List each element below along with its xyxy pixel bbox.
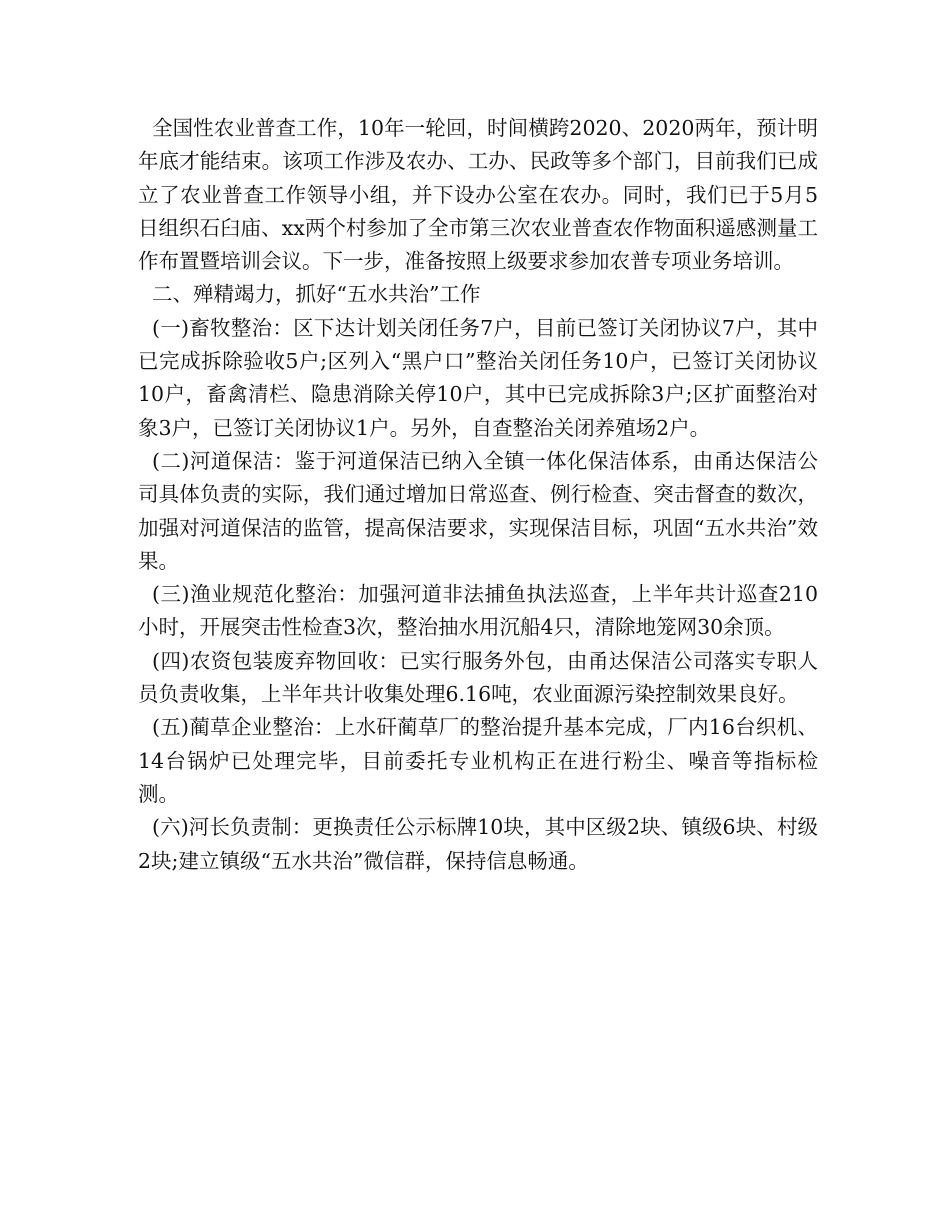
paragraph-river-chief: (六)河长负责制：更换责任公示标牌10块，其中区级2块、镇级6块、村级2块;建立镇级“五水共治”微信群，保持信息畅通。 <box>138 815 818 873</box>
paragraph-river-cleaning: (二)河道保洁：鉴于河道保洁已纳入全镇一体化保洁体系，由甬达保洁公司具体负责的实际，我们通过增加日常巡查、例行检查、突击督查的数次，加强对河道保洁的监管，提高保洁要求，实现保洁目标，巩固“五水共治”效果。 <box>138 448 818 573</box>
paragraph-packaging-waste: (四)农资包装废弃物回收：已实行服务外包，由甬达保洁公司落实专职人员负责收集，上半年共计收集处理6.16吨，农业面源污染控制效果良好。 <box>138 648 818 707</box>
paragraph-livestock: (一)畜牧整治：区下达计划关闭任务7户，目前已签订关闭协议7户，其中已完成拆除验收5户;区列入“黑户口”整治关闭任务10户，已签订关闭协议10户，畜禽清栏、隐患消除关停10户，其中已完成拆除3户;区扩面整治对象3户，已签订关闭协议1户。另外，自查整治关闭养殖场2户。 <box>138 315 818 440</box>
document-body <box>138 112 818 878</box>
paragraph-fishery: (三)渔业规范化整治：加强河道非法捕鱼执法巡查，上半年共计巡查210小时，开展突击性检查3次，整治抽水用沉船4只，清除地笼网30余顶。 <box>138 582 818 640</box>
section-heading-five-water: 二、殚精竭力，抓好“五水共治”工作 <box>152 282 481 307</box>
paragraph-agricultural-census: 全国性农业普查工作，10年一轮回，时间横跨2020、2020两年，预计明年底才能结束。该项工作涉及农办、工办、民政等多个部门，目前我们已成立了农业普查工作领导小组，并下设办公室在农办。同时，我们已于5月5日组织石臼庙、xx两个村参加了全市第三次农业普查农作物面积遥感测量工作布置暨培训会议。下一步，准备按照上级要求参加农普专项业务培训。 <box>138 116 818 274</box>
paragraph-rush-enterprise: (五)蔺草企业整治：上水矸蔺草厂的整治提升基本完成，厂内16台织机、14台锅炉已处理完毕，目前委托专业机构正在进行粉尘、噪音等指标检测。 <box>138 715 818 806</box>
